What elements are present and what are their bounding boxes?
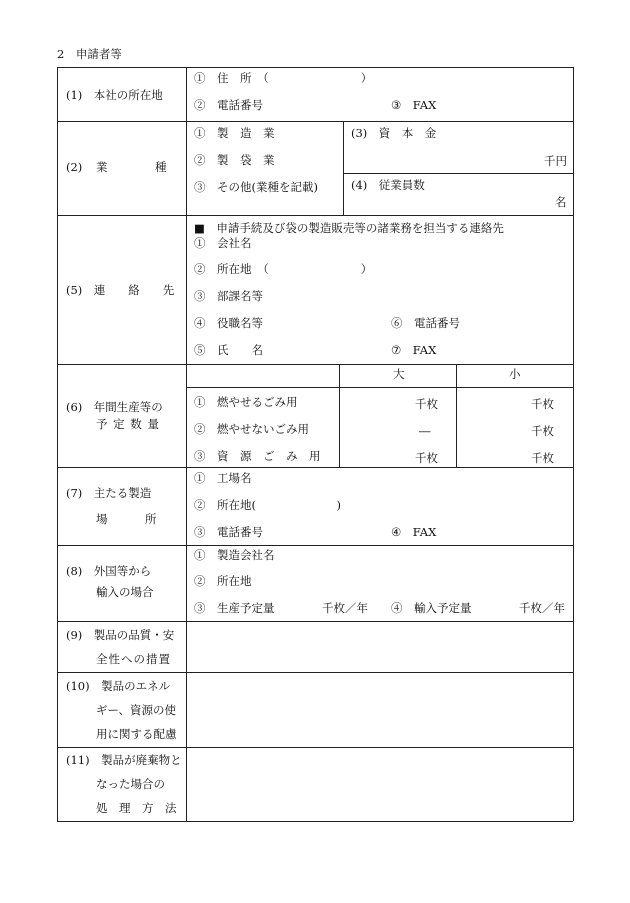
industry-option-bag-making[interactable]: ② 製 袋 業	[194, 153, 275, 167]
row-divider	[57, 364, 573, 365]
column-small-header: 小	[509, 367, 521, 381]
contact-location-field[interactable]: ② 所在地 （ ）	[194, 262, 373, 276]
row2-label-part-b: 種	[155, 160, 167, 174]
contact-phone-field[interactable]: ⑥ 電話番号	[391, 316, 460, 330]
burnable-bags-label: ① 燃やせるごみ用	[194, 395, 298, 409]
row2-label-part-a: 業	[96, 160, 108, 174]
cell-divider	[343, 121, 344, 215]
production-plan-unit[interactable]: 千枚／年	[322, 601, 368, 615]
head-office-phone-field[interactable]: ② 電話番号	[194, 98, 263, 112]
energy-resource-consideration-field[interactable]	[187, 673, 572, 746]
row5-label: (5) 連 絡 先	[66, 283, 175, 297]
import-plan-unit[interactable]: 千枚／年	[519, 601, 565, 615]
employees-label: (4) 従業員数	[351, 178, 425, 192]
employees-unit: 名	[555, 195, 567, 209]
row-divider	[57, 121, 573, 122]
cell-divider	[186, 387, 573, 388]
contact-department-field[interactable]: ③ 部課名等	[194, 289, 263, 303]
cell-divider	[339, 364, 340, 467]
row10-label-line3: 用に関する配慮	[96, 727, 177, 741]
head-office-address-field[interactable]: ① 住 所 （ ）	[194, 71, 373, 85]
import-maker-field[interactable]: ① 製造会社名	[194, 548, 275, 562]
row6-label-line2: 予 定 数 量	[96, 417, 160, 431]
industry-option-manufacturing[interactable]: ① 製 造 業	[194, 126, 275, 140]
head-office-fax-field[interactable]: ③ FAX	[391, 98, 437, 112]
resource-small-unit[interactable]: 千枚	[531, 451, 554, 465]
row11-label-line3: 処 理 方 法	[96, 801, 177, 815]
row2-label-number: (2)	[66, 160, 83, 174]
factory-phone-field[interactable]: ③ 電話番号	[194, 525, 263, 539]
burnable-large-unit[interactable]: 千枚	[415, 397, 438, 411]
cell-divider	[343, 173, 573, 174]
row9-label-line1: (9) 製品の品質・安	[66, 628, 175, 642]
row-divider	[57, 215, 573, 216]
row-divider	[57, 467, 573, 468]
capital-unit: 千円	[544, 154, 567, 168]
non-burnable-bags-label: ② 燃やせないごみ用	[194, 422, 309, 436]
contact-position-field[interactable]: ④ 役職名等	[194, 316, 263, 330]
contact-section-header: ■ 申請手続及び袋の製造販売等の諸業務を担当する連絡先	[194, 221, 504, 235]
burnable-small-unit[interactable]: 千枚	[531, 397, 554, 411]
row7-label-part-a: 場	[96, 512, 108, 526]
factory-fax-field[interactable]: ④ FAX	[391, 525, 437, 539]
row8-label-line2: 輸入の場合	[96, 585, 154, 599]
non-burnable-small-unit[interactable]: 千枚	[531, 424, 554, 438]
row10-label-line2: ギー、資源の使	[96, 703, 177, 717]
section-title: 2 申請者等	[57, 47, 122, 61]
import-location-field[interactable]: ② 所在地	[194, 574, 252, 588]
resource-bags-label: ③ 資 源 ご み 用	[194, 449, 321, 463]
import-plan-label: ④ 輸入予定量	[391, 601, 472, 615]
row6-label-line1: (6) 年間生産等の	[66, 400, 163, 414]
industry-option-other[interactable]: ③ その他(業種を記載)	[194, 180, 318, 194]
row11-label-line2: なった場合の	[96, 777, 165, 791]
contact-fax-field[interactable]: ⑦ FAX	[391, 343, 437, 357]
contact-company-field[interactable]: ① 会社名	[194, 236, 252, 250]
factory-name-field[interactable]: ① 工場名	[194, 471, 252, 485]
row-divider	[57, 545, 573, 546]
row11-label-line1: (11) 製品が廃棄物と	[66, 753, 182, 767]
production-plan-label: ③ 生産予定量	[194, 601, 275, 615]
resource-large-unit[interactable]: 千枚	[415, 451, 438, 465]
table-left-border	[57, 67, 58, 821]
contact-name-field[interactable]: ⑤ 氏 名	[194, 343, 263, 357]
row10-label-line1: (10) 製品のエネル	[66, 679, 171, 693]
row7-label-part-b: 所	[145, 512, 157, 526]
capital-label: (3) 資 本 金	[351, 126, 437, 140]
row1-label: (1) 本社の所在地	[66, 88, 163, 102]
row-divider	[57, 67, 573, 68]
quality-safety-measures-field[interactable]	[187, 622, 572, 671]
cell-divider	[456, 364, 457, 467]
row9-label-line2: 全性への措置	[96, 652, 171, 666]
column-large-header: 大	[393, 367, 405, 381]
non-burnable-large-dash: ―	[419, 424, 431, 438]
row8-label-line1: (8) 外国等から	[66, 564, 152, 578]
row-divider	[57, 821, 573, 822]
disposal-method-field[interactable]	[187, 748, 572, 820]
table-right-border	[573, 67, 574, 821]
factory-location-field[interactable]: ② 所在地( )	[194, 498, 341, 512]
row7-label-line1: (7) 主たる製造	[66, 486, 152, 500]
